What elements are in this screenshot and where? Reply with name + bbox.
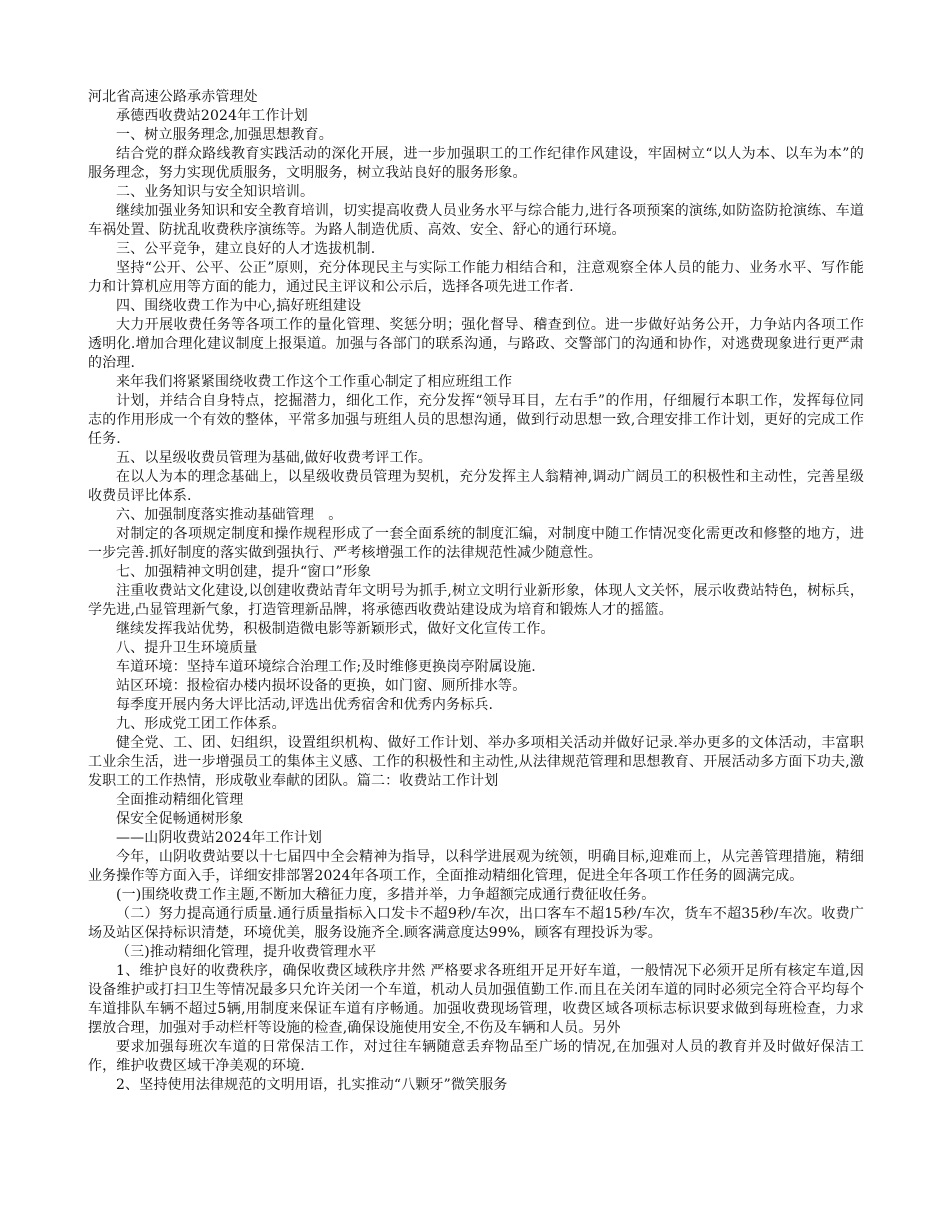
document-title: 承德西收费站2024年工作计划: [116, 108, 308, 124]
paragraph: 继续加强业务知识和安全教育培训，切实提高收费人员业务水平与综合能力,进行各项预案的演练,如防盗防抢演练、车道车祸处置、防扰乱收费秩序演练等。为路人制造优质、高效、安全、舒心的通行环境。: [88, 203, 864, 238]
section-heading: 八、提升卫生环境质量: [116, 640, 258, 656]
section-heading: 九、形成党工团工作体系。: [116, 716, 286, 732]
subtitle: 保安全促畅通树形象: [116, 811, 244, 827]
paragraph: 每季度开展内务大评比活动,评选出优秀宿舍和优秀内务标兵.: [116, 697, 494, 713]
paragraph: 大力开展收费任务等各项工作的量化管理、奖惩分明；强化督导、稽查到位。进一步做好站务公开，力争站内各项工作透明化.增加合理化建议制度上报渠道。加强与各部门的联系沟通，与路政、交警部门的沟通和协作，对逃费现象进行更严肃的治理.: [88, 317, 864, 371]
section-heading: 六、加强制度落实推动基础管理 。: [116, 507, 343, 523]
paragraph: （二）努力提高通行质量.通行质量指标入口发卡不超9秒/车次，出口客车不超15秒/车次，货车不超35秒/车次。收费广场及站区保持标识清楚，环境优美，服务设施齐全.顾客满意度达99%，顾客有理投诉为零。: [88, 906, 864, 941]
paragraph: 对制定的各项规定制度和操作规程形成了一套全面系统的制度汇编，对制度中随工作情况变化需更改和修整的地方，进一步完善.抓好制度的落实做到强执行、严考核增强工作的法律规范性减少随意性。: [88, 526, 864, 561]
paragraph: 结合党的群众路线教育实践活动的深化开展，进一步加强职工的工作纪律作风建设，牢固树立“以人为本、以车为本”的服务理念，努力实现优质服务，文明服务，树立我站良好的服务形象。: [88, 146, 864, 181]
paragraph: 注重收费站文化建设,以创建收费站青年文明号为抓手,树立文明行业新形象，体现人文关怀，展示收费站特色，树标兵，学先进,凸显管理新气象，打造管理新品牌，将承德西收费站建设成为培育和锻炼人才的摇篮。: [88, 583, 864, 618]
org-name: 河北省高速公路承赤管理处: [88, 89, 258, 105]
section-heading: 四、围绕收费工作为中心,搞好班组建设: [116, 298, 362, 314]
section-heading: （三)推动精细化管理，提升收费管理水平: [116, 944, 377, 960]
paragraph: 继续发挥我站优势，积极制造微电影等新颖形式，做好文化宣传工作。: [116, 621, 555, 637]
section-heading: 三、公平竞争，建立良好的人才选拔机制.: [116, 241, 376, 257]
paragraph: 要求加强每班次车道的日常保洁工作，对过往车辆随意丢弃物品至广场的情况,在加强对人员的教育并及时做好保洁工作，维护收费区域干净美观的环境.: [88, 1039, 864, 1074]
paragraph: 坚持“公开、公平、公正”原则，充分体现民主与实际工作能力相结合和，注意观察全体人员的能力、业务水平、写作能力和计算机应用等方面的能力，通过民主评议和公示后，选择各项先进工作者.: [88, 260, 864, 295]
paragraph: 1、维护良好的收费秩序，确保收费区域秩序井然 严格要求各班组开足开好车道，一般情况下必须开足所有核定车道,因设备维护或打扫卫生等情况最多只允许关闭一个车道，机动人员加强值勤工作.而且在关闭车道的同时必须完全符合平均每个车道排队车辆不超过5辆,用制度来保证车道有序畅通。加强收费现场管理，收费区域各项标志标识要求做到每班检查，力求摆放合理，加强对手动栏杆等设施的检查,确保设施使用安全,不伤及车辆和人员。另外: [88, 963, 864, 1036]
paragraph: 车道环境：坚持车道环境综合治理工作;及时维修更换岗亭附属设施.: [116, 659, 536, 675]
subtitle: ——山阴收费站2024年工作计划: [116, 830, 323, 846]
section-heading: (一)围绕收费工作主题,不断加大稽征力度，多措并举，力争超额完成通行费征收任务。: [116, 887, 656, 903]
section-heading: 七、加强精神文明创建，提升“窗口”形象: [116, 564, 372, 580]
section-heading: 二、业务知识与安全知识培训。: [116, 184, 315, 200]
subtitle: 全面推动精细化管理: [116, 792, 244, 808]
section-heading: 五、以星级收费员管理为基础,做好收费考评工作。: [116, 450, 432, 466]
paragraph: 健全党、工、团、妇组织，设置组织机构、做好工作计划、举办多项相关活动并做好记录.举办更多的文体活动，丰富职工业余生活，进一步增强员工的集体主义感、工作的积极性和主动性,从法律规范管理和思想教育、开展活动多方面下功夫,激发职工的工作热情，形成敬业奉献的团队。篇二：收费站工作计划: [88, 735, 864, 789]
paragraph: 今年，山阴收费站要以十七届四中全会精神为指导，以科学进展观为统领，明确目标,迎难而上，从完善管理措施，精细业务操作等方面入手，详细安排部署2024年各项工作，全面推动精细化管理，促进全年各项工作任务的圆满完成。: [88, 849, 864, 884]
paragraph: 在以人为本的理念基础上，以星级收费员管理为契机，充分发挥主人翁精神,调动广阔员工的积极性和主动性，完善星级收费员评比体系.: [88, 469, 864, 504]
paragraph: 2、坚持使用法律规范的文明用语，扎实推动“八颗牙”微笑服务: [116, 1077, 508, 1093]
paragraph: 计划，并结合自身特点，挖掘潜力，细化工作，充分发挥“领导耳目，左右手”的作用，仔细履行本职工作，发挥每位同志的作用形成一个有效的整体，平常多加强与班组人员的思想沟通，做到行动思想一致,合理安排工作计划，更好的完成工作任务.: [88, 393, 864, 447]
section-heading: 一、树立服务理念,加强思想教育。: [116, 127, 333, 143]
paragraph: 来年我们将紧紧围绕收费工作这个工作重心制定了相应班组工作: [116, 374, 513, 390]
paragraph: 站区环境：报检宿办楼内损坏设备的更换，如门窗、厕所排水等。: [116, 678, 527, 694]
